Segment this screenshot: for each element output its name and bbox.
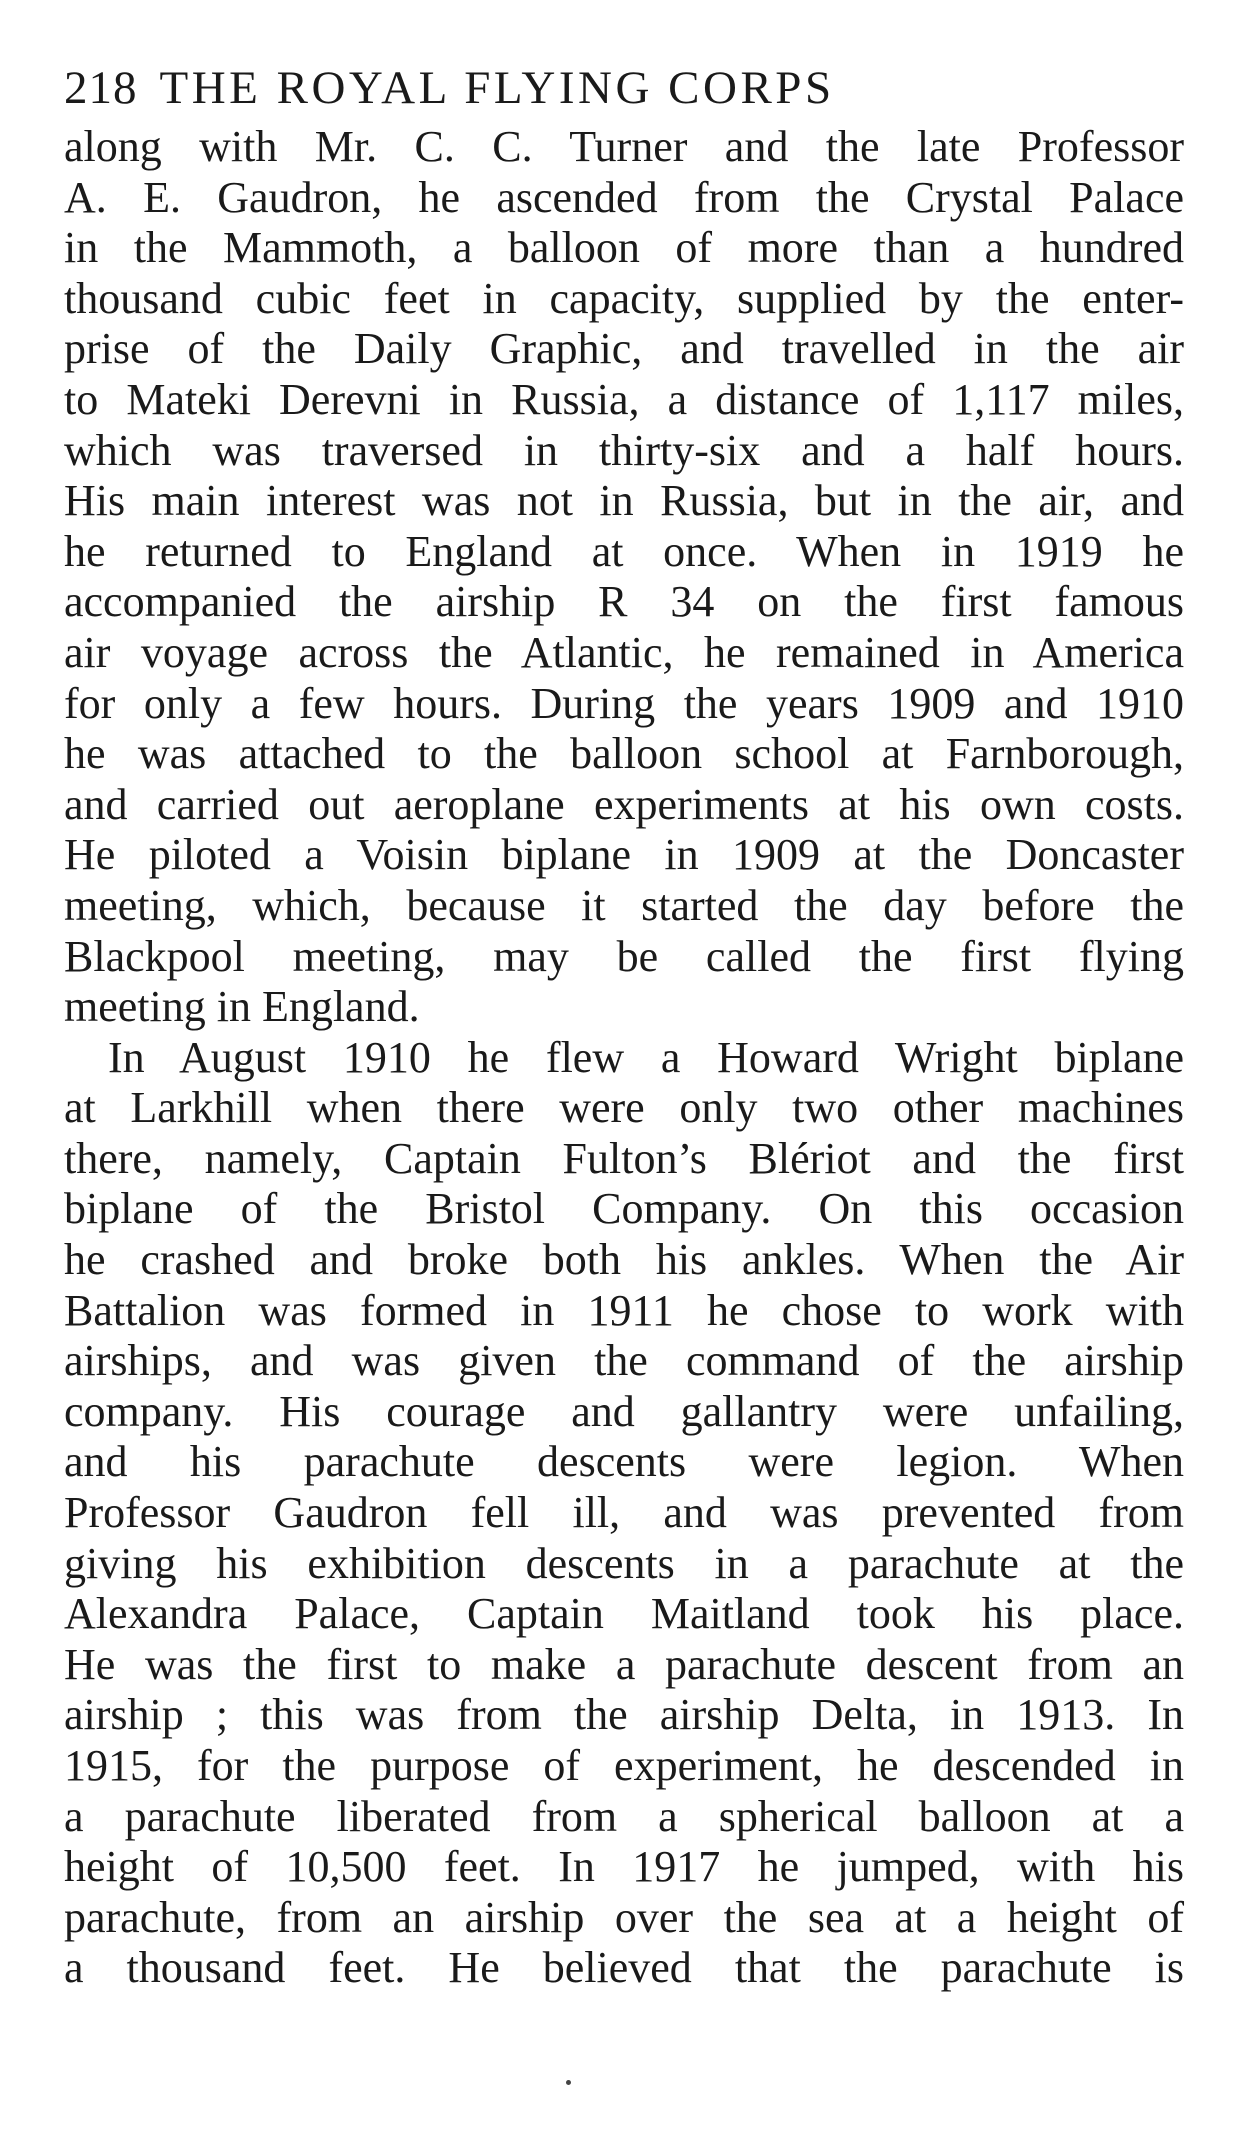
text-line: company. His courage and gallantry were unfailing, [64, 1386, 1184, 1436]
text-line: airships, and was given the command of the airship [64, 1336, 1184, 1386]
text-line-paragraph-end: meeting in England. [64, 982, 420, 1032]
text-line: A. E. Gaudron, he ascended from the Crystal Palace [64, 172, 1184, 222]
text-line: in the Mammoth, a balloon of more than a hundred [64, 223, 1184, 273]
text-line: Battalion was formed in 1911 he chose to work with [64, 1285, 1184, 1335]
text-line: for only a few hours. During the years 1909 and 1910 [64, 678, 1184, 728]
text-line: Alexandra Palace, Captain Maitland took his place. [64, 1589, 1184, 1639]
running-head [64, 58, 1184, 118]
text-line: 1915, for the purpose of experiment, he descended in [64, 1741, 1184, 1790]
running-title: THE ROYAL FLYING CORPS [159, 62, 835, 114]
text-line: height of 10,500 feet. In 1917 he jumped, with his [64, 1842, 1184, 1892]
ink-speck [566, 2080, 571, 2085]
text-line: He was the first to make a parachute descent from an [64, 1639, 1184, 1689]
text-line: Professor Gaudron fell ill, and was prevented from [64, 1488, 1184, 1538]
text-line: a parachute liberated from a spherical balloon at a [64, 1791, 1184, 1841]
text-line: he was attached to the balloon school at Farnborough, [64, 729, 1184, 779]
text-line: a thousand feet. He believed that the parachute is [64, 1943, 1184, 1993]
text-line: giving his exhibition descents in a parachute at the [64, 1538, 1184, 1588]
text-line: parachute, from an airship over the sea at a height of [64, 1892, 1184, 1942]
text-line: thousand cubic feet in capacity, supplied by the enter- [64, 273, 1184, 323]
book-page [64, 58, 1184, 1994]
text-line: and carried out aeroplane experiments at his own costs. [64, 779, 1184, 829]
text-line: he crashed and broke both his ankles. When the Air [64, 1235, 1184, 1285]
text-line: at Larkhill when there were only two other machines [64, 1083, 1184, 1133]
text-line: air voyage across the Atlantic, he remained in America [64, 627, 1184, 677]
text-line: he returned to England at once. When in 1919 he [64, 526, 1184, 576]
body-text [64, 122, 1184, 1994]
page-number: 218 [64, 62, 138, 114]
text-line: and his parachute descents were legion. When [64, 1437, 1184, 1487]
text-line: which was traversed in thirty-six and a half hours. [64, 425, 1184, 475]
text-line: to Mateki Derevni in Russia, a distance of 1,117 miles, [64, 374, 1184, 424]
text-line: accompanied the airship R 34 on the first famous [64, 577, 1184, 627]
text-line: prise of the Daily Graphic, and travelled in the air [64, 324, 1184, 374]
text-line: meeting, which, because it started the day before the [64, 880, 1184, 930]
text-line-paragraph-start: In August 1910 he flew a Howard Wright biplane [108, 1032, 1184, 1082]
text-line: He piloted a Voisin biplane in 1909 at the Doncaster [64, 830, 1184, 880]
text-line: along with Mr. C. C. Turner and the late Professor [64, 122, 1184, 171]
text-line: His main interest was not in Russia, but in the air, and [64, 476, 1184, 526]
text-line: airship ; this was from the airship Delta, in 1913. In [64, 1690, 1184, 1740]
text-line: Blackpool meeting, may be called the first flying [64, 931, 1184, 981]
text-line: there, namely, Captain Fulton’s Blériot and the first [64, 1133, 1184, 1183]
text-line: biplane of the Bristol Company. On this occasion [64, 1184, 1184, 1234]
